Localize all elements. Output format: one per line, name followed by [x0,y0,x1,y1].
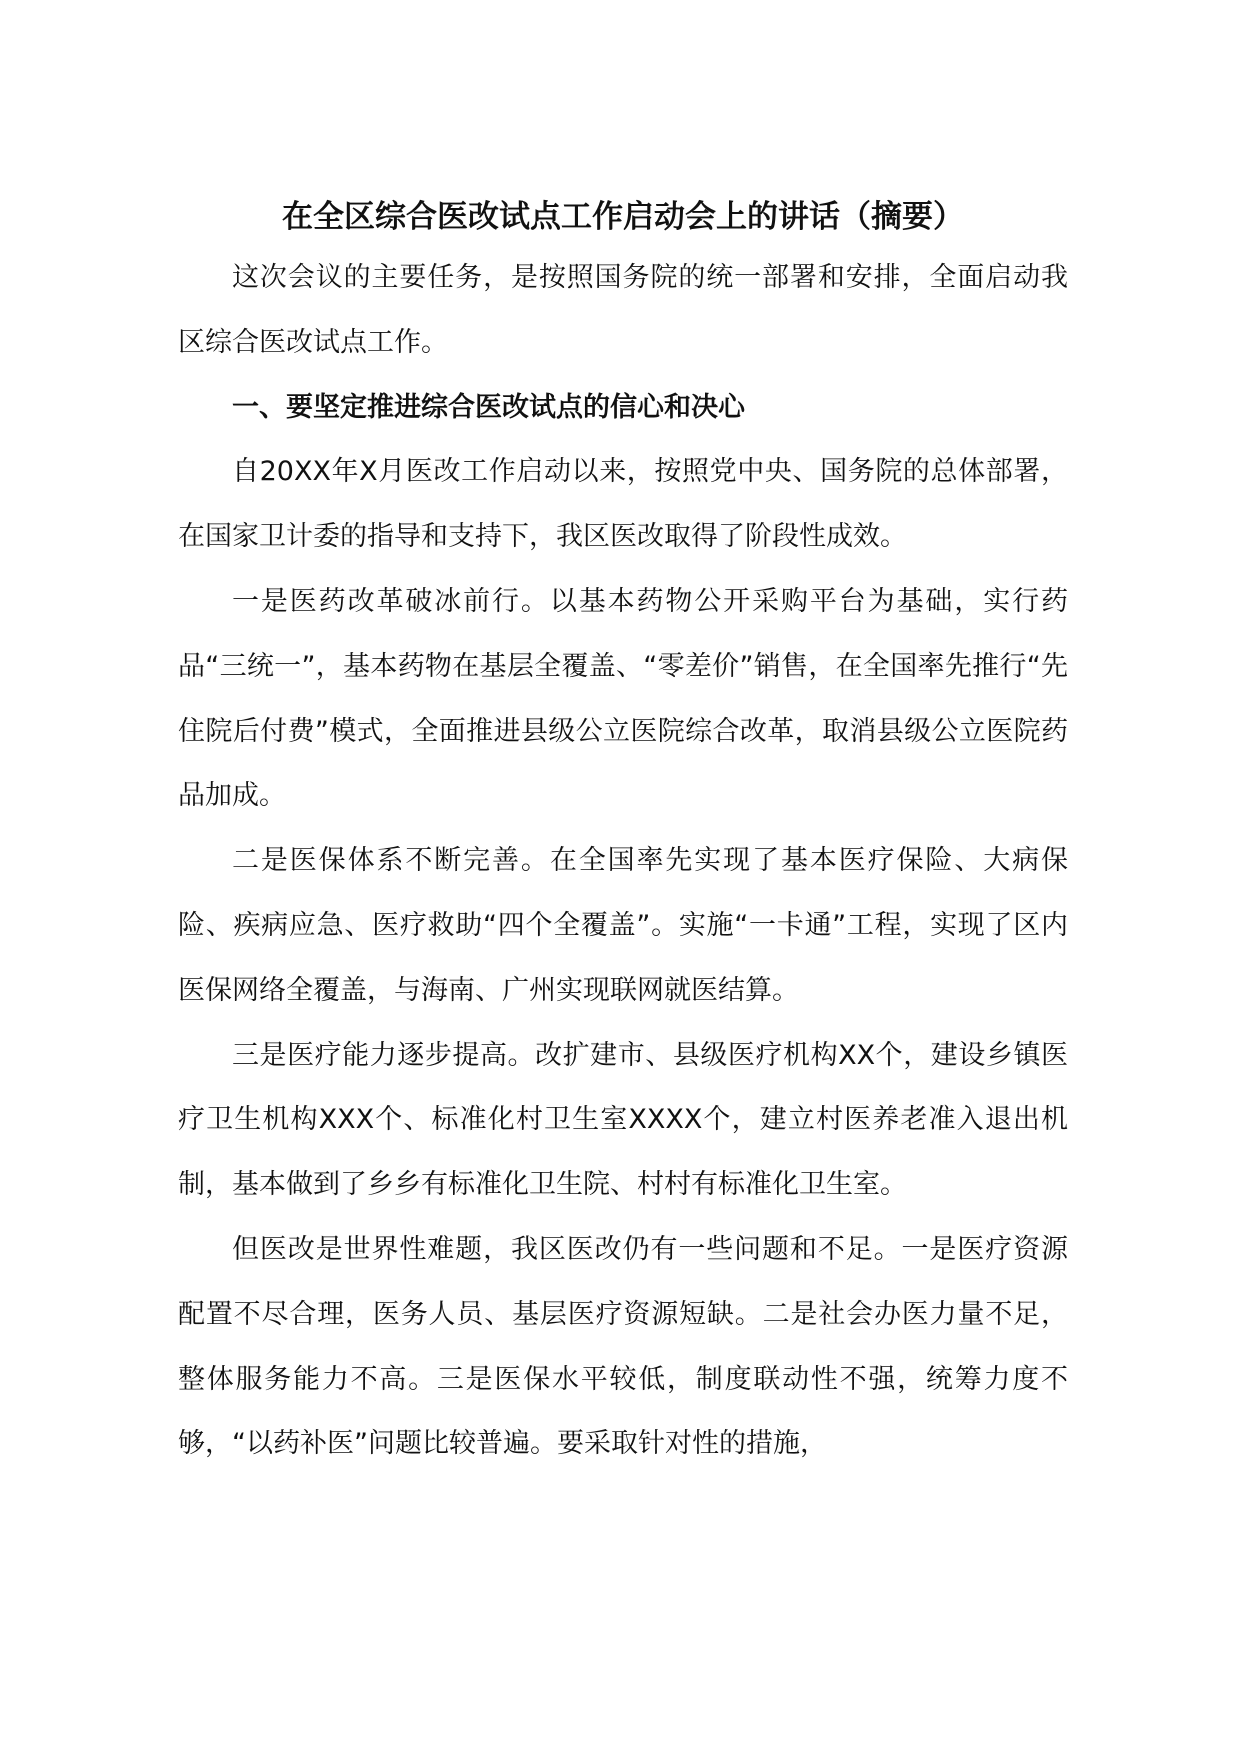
document-body [178,188,1068,1477]
document-title: 在全区综合医改试点工作启动会上的讲话（摘要） [282,199,964,235]
paragraph-medicine-reform: 一是医药改革破冰前行。以基本药物公开采购平台为基础，实行药品“三统一”，基本药物在基层全覆盖、“零差价”销售，在全国率先推行“先住院后付费”模式，全面推进县级公立医院综合改革，取消县级公立医院药品加成。 [178,585,1068,812]
paragraph-medical-capacity: 三是医疗能力逐步提高。改扩建市、县级医疗机构XX个，建设乡镇医疗卫生机构XXX个、标准化村卫生室XXXX个，建立村医养老准入退出机制，基本做到了乡乡有标准化卫生院、村村有标准化卫生室。 [178,1039,1068,1201]
section-heading-1: 一、要坚定推进综合医改试点的信心和决心 [232,391,745,423]
paragraph-insurance-system: 二是医保体系不断完善。在全国率先实现了基本医疗保险、大病保险、疾病应急、医疗救助“四个全覆盖”。实施“一卡通”工程，实现了区内医保网络全覆盖，与海南、广州实现联网就医结算。 [178,845,1068,1006]
paragraph-intro: 这次会议的主要任务，是按照国务院的统一部署和安排，全面启动我区综合医改试点工作。 [178,262,1068,358]
paragraph-problems: 但医改是世界性难题，我区医改仍有一些问题和不足。一是医疗资源配置不尽合理，医务人员、基层医疗资源短缺。二是社会办医力量不足，整体服务能力不高。三是医保水平较低，制度联动性不强，统筹力度不够，“以药补医”问题比较普遍。要采取针对性的措施， [178,1233,1068,1460]
paragraph-overview: 自20XX年X月医改工作启动以来，按照党中央、国务院的总体部署，在国家卫计委的指导和支持下，我区医改取得了阶段性成效。 [178,456,1068,553]
